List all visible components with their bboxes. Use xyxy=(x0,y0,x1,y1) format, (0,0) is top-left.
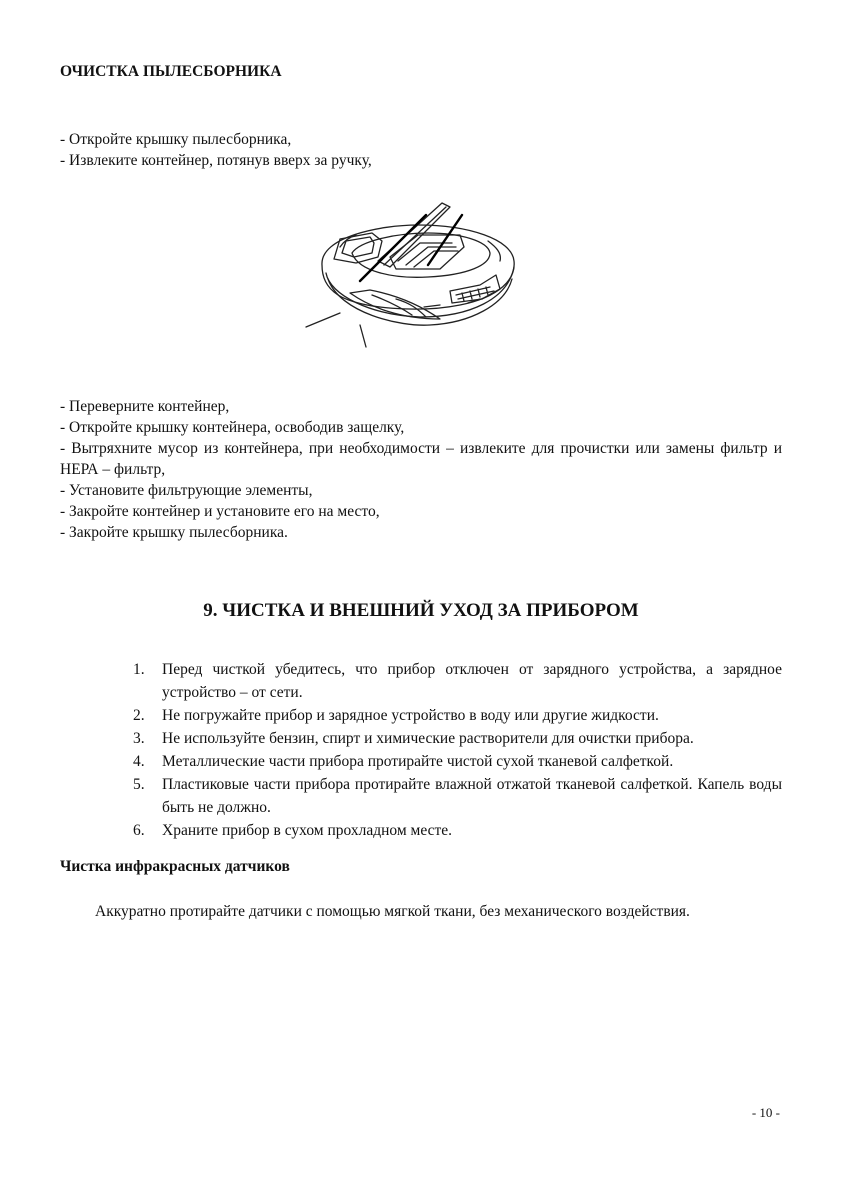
list-item-number: 2. xyxy=(133,707,145,724)
list-item-number: 3. xyxy=(133,730,145,747)
section-title-dustbin-cleaning: ОЧИСТКА ПЫЛЕСБОРНИКА xyxy=(60,63,282,80)
sensors-paragraph: Аккуратно протирайте датчики с помощью мягкой ткани, без механического воздействия. xyxy=(95,903,690,920)
step-close-container: - Закройте контейнер и установите его на место, xyxy=(60,503,380,520)
list-item-number: 6. xyxy=(133,822,145,839)
step-flip-container: - Переверните контейнер, xyxy=(60,398,230,415)
page-number: - 10 - xyxy=(751,1105,780,1120)
list-item-text: Перед чисткой убедитесь, что прибор отключен от зарядного устройства, а зарядное устройство – от сети. xyxy=(162,661,782,701)
list-item-number: 4. xyxy=(133,753,145,770)
dustbin-steps-second xyxy=(60,396,782,543)
list-item xyxy=(133,658,782,704)
care-section-title: 9. ЧИСТКА И ВНЕШНИЙ УХОД ЗА ПРИБОРОМ xyxy=(203,600,639,621)
care-instructions-list xyxy=(133,658,782,842)
list-item-text: Храните прибор в сухом прохладном месте. xyxy=(162,822,453,839)
list-item-text: Пластиковые части прибора протирайте влажной отжатой тканевой салфеткой. Капель воды быть не должно. xyxy=(162,776,782,816)
list-item-text: Не используйте бензин, спирт и химические растворители для очистки прибора. xyxy=(162,730,694,747)
robot-vacuum-illustration xyxy=(300,195,525,355)
list-item-text: Не погружайте прибор и зарядное устройство в воду или другие жидкости. xyxy=(162,707,659,724)
list-item xyxy=(133,727,782,750)
list-item-number: 1. xyxy=(133,661,145,678)
list-item xyxy=(133,819,782,842)
list-item-number: 5. xyxy=(133,776,145,793)
dustbin-steps-first xyxy=(60,129,782,171)
step-open-container-lid: - Откройте крышку контейнера, освободив защелку, xyxy=(60,419,405,436)
list-item xyxy=(133,750,782,773)
list-item xyxy=(133,704,782,727)
list-item-text: Металлические части прибора протирайте чистой сухой тканевой салфеткой. xyxy=(162,753,674,770)
step-open-lid: - Откройте крышку пылесборника, xyxy=(60,131,292,148)
step-remove-container: - Извлеките контейнер, потянув вверх за ручку, xyxy=(60,152,372,169)
step-install-filters: - Установите фильтрующие элементы, xyxy=(60,482,313,499)
step-empty-debris: - Вытряхните мусор из контейнера, при необходимости – извлеките для прочистки или замены фильтр и НЕРА – фильтр, xyxy=(60,440,782,478)
step-close-dustbin-lid: - Закройте крышку пылесборника. xyxy=(60,524,288,541)
sensors-subtitle: Чистка инфракрасных датчиков xyxy=(60,858,290,875)
list-item xyxy=(133,773,782,819)
